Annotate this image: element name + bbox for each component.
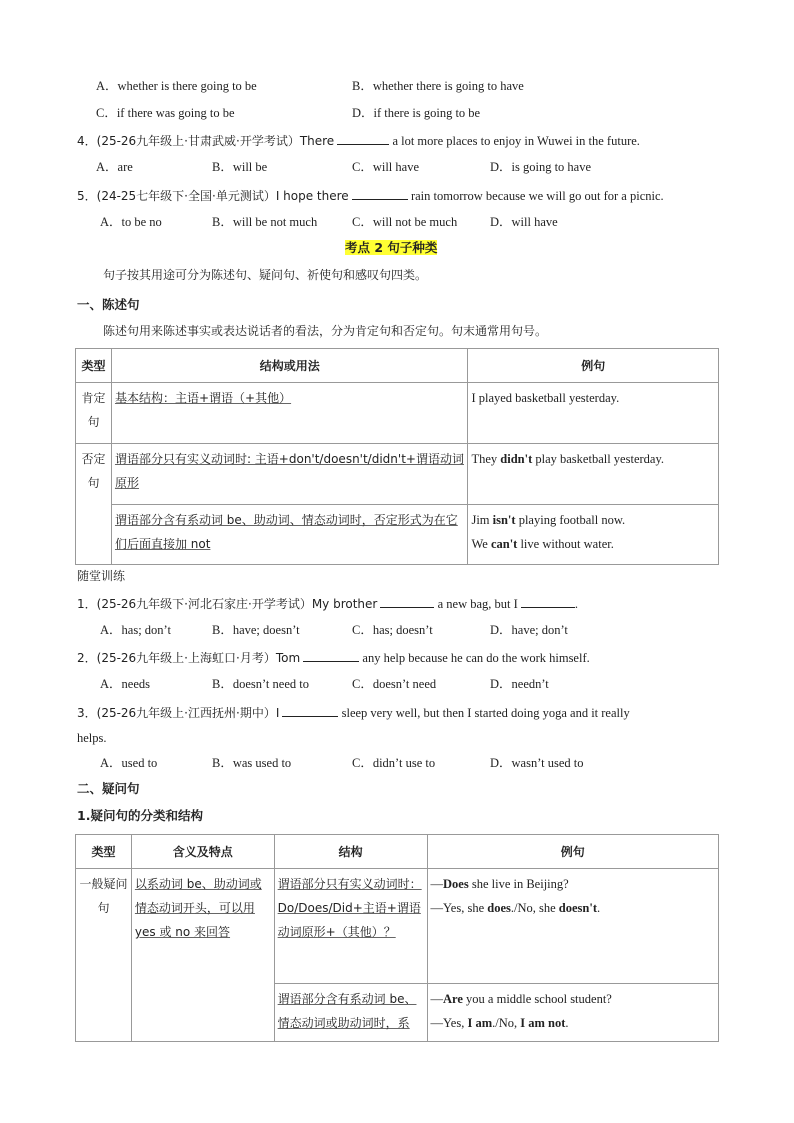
table2-header-type: 类型 [76, 835, 132, 869]
q5-option-d: D．will have [490, 215, 558, 229]
table2-example-1: —Does she live in Beijing? —Yes, she does./No, she doesn't. [427, 869, 718, 984]
table1-header-structure: 结构或用法 [111, 349, 468, 383]
table2-meaning-yes-no: 以系动词 be、助动词或情态动词开头，可以用 yes 或 no 来回答 [131, 869, 274, 1042]
p1-stem: 1．(25-26九年级下·河北石家庄·开学考试）My brother a new bag, but I . [77, 597, 579, 611]
p1-option-a: A．has; don’t [100, 623, 171, 637]
q3-option-a: A．whether is there going to be [96, 79, 257, 93]
table2-header-example: 例句 [427, 835, 718, 869]
table1-type-negative: 否定句 [76, 444, 112, 565]
table1-structure-negative-1: 谓语部分只有实义动词时: 主语+don't/doesn't/didn't+谓语动词原形 [111, 444, 468, 505]
p1-option-b: B．have; doesn’t [212, 623, 300, 637]
part2-title: 二、疑问句 [77, 781, 140, 796]
table1-structure-negative-2: 谓语部分含有系动词 be、助动词、情态动词时，否定形式为在它们后面直接加 not [111, 505, 468, 565]
table1-header-example: 例句 [468, 349, 719, 383]
q3-option-b: B．whether there is going to have [352, 79, 524, 93]
q4-stem: 4．(25-26九年级上·甘肃武威·开学考试）There a lot more places to enjoy in Wuwei in the future. [77, 134, 640, 148]
p3-option-c: C．didn’t use to [352, 756, 436, 770]
q5-option-c: C．will not be much [352, 215, 458, 229]
q5-option-b: B．will be not much [212, 215, 318, 229]
q4-blank [337, 132, 389, 145]
table2-header-structure: 结构 [274, 835, 427, 869]
p1-blank-2 [521, 595, 575, 608]
q5-option-a: A．to be no [100, 215, 162, 229]
p2-option-b: B．doesn’t need to [212, 677, 309, 691]
question-table [75, 834, 719, 1042]
intro-text: 句子按其用途可分为陈述句、疑问句、祈使句和感叹句四类。 [103, 268, 428, 282]
p3-option-a: A．used to [100, 756, 158, 770]
q3-option-c: C．if there was going to be [96, 106, 235, 120]
table2-structure-2: 谓语部分含有系动词 be、情态动词或助动词时，系 [274, 984, 427, 1042]
p3-option-d: D．wasn’t used to [490, 756, 584, 770]
p1-option-d: D．have; don’t [490, 623, 568, 637]
p2-stem: 2．(25-26九年级上·上海虹口·月考）Tom any help because he can do the work himself. [77, 651, 590, 665]
q4-option-b: B．will be [212, 160, 268, 174]
table1-example-negative-1: They didn't play basketball yesterday. [468, 444, 719, 505]
table2-header-meaning: 含义及特点 [131, 835, 274, 869]
part2-subtitle: 1.疑问句的分类和结构 [77, 808, 203, 823]
p1-option-c: C．has; doesn’t [352, 623, 433, 637]
table2-type-yes-no: 一般疑问句 [76, 869, 132, 1042]
table2-structure-1: 谓语部分只有实义动词时：Do/Does/Did+主语+谓语动词原形+（其他）？ [274, 869, 427, 984]
p3-stem: 3．(25-26九年级上·江西抚州·期中）I sleep very well, but then I started doing yoga and it really [77, 706, 630, 720]
p1-blank-1 [380, 595, 434, 608]
p3-blank [282, 704, 338, 717]
table1-structure-affirmative: 基本结构：主语+谓语（+其他） [111, 383, 468, 444]
section-title: 考点 2 句子种类 [345, 240, 438, 255]
practice-title: 随堂训练 [77, 569, 126, 583]
table1-example-negative-2: Jim isn't playing football now. We can't live without water. [468, 505, 719, 565]
q4-option-d: D．is going to have [490, 160, 592, 174]
part1-title: 一、陈述句 [77, 297, 140, 312]
statement-table [75, 348, 719, 565]
p2-option-c: C．doesn’t need [352, 677, 437, 691]
q5-blank [352, 187, 408, 200]
p2-option-a: A．needs [100, 677, 150, 691]
q4-option-c: C．will have [352, 160, 420, 174]
p2-blank [303, 649, 359, 662]
q3-option-d: D．if there is going to be [352, 106, 481, 120]
table1-header-type: 类型 [76, 349, 112, 383]
table2-example-2: —Are you a middle school student? —Yes, I am./No, I am not. [427, 984, 718, 1042]
p3-stem-line2: helps. [77, 731, 107, 745]
table1-type-affirmative: 肯定句 [76, 383, 112, 444]
p2-option-d: D．needn’t [490, 677, 549, 691]
part1-desc: 陈述句用来陈述事实或表达说话者的看法，分为肯定句和否定句。句末通常用句号。 [103, 324, 548, 338]
q4-option-a: A．are [96, 160, 133, 174]
q5-stem: 5．(24-25七年级下·全国·单元测试）I hope there rain tomorrow because we will go out for a picnic. [77, 189, 664, 203]
p3-option-b: B．was used to [212, 756, 292, 770]
table1-example-affirmative: I played basketball yesterday. [468, 383, 719, 444]
